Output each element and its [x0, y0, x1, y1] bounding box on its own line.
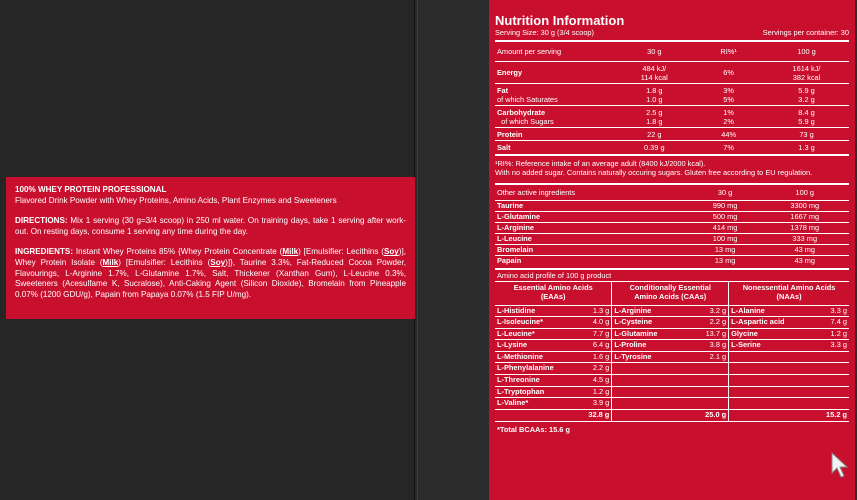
ingredient-value: 13 mg — [690, 244, 761, 255]
amino-acid-value: 3.8 g — [700, 340, 728, 352]
amino-row — [495, 340, 849, 352]
amino-acid-value: 1.3 g — [584, 305, 612, 317]
ingredient-value: 414 mg — [690, 222, 761, 233]
amino-acid-name: L-Aspartic acid — [729, 317, 818, 329]
ingredient-name: L-Glutamine — [495, 211, 690, 222]
nutrition-row-salt — [495, 140, 849, 153]
product-title: 100% WHEY PROTEIN PROFESSIONAL — [15, 185, 167, 194]
allergen: Milk — [282, 247, 299, 257]
ingredient-value: 500 mg — [690, 211, 761, 222]
scroll-arrow-icon[interactable] — [829, 451, 851, 479]
amino-acid-table — [495, 282, 849, 422]
nutrition-title: Nutrition Information — [495, 13, 625, 28]
nutrient-value: 484 kJ/ 114 kcal — [615, 61, 693, 83]
ingredient-value: 333 mg — [760, 233, 849, 244]
caa-total: 25.0 g — [700, 409, 728, 421]
nutrient-value: 2.5 g 1.8 g — [615, 105, 693, 127]
amino-acid-value: 13.7 g — [700, 328, 728, 340]
ingredient-value: 1378 mg — [760, 222, 849, 233]
amino-acid-name: Glycine — [729, 328, 818, 340]
ingredients-text: ) [Emulsifier: Lecithins ( — [298, 247, 384, 257]
other-active-table — [495, 185, 849, 266]
ingredients-text: )]}, Taurine 3.3%, Fat-Reduced Cocoa Powder, Flavourings, L-Arginine 1.7%, L-Glutamine 1.7%, Salt, Thickener (Xanthan Gum), L-Leucine 0.3%, Sweeteners (Acesulfame K, Sucralose), Anti-Caking Agent (Silicon Dioxide), Bromelain from Pineapple 0.07% (1200 GDU/g), Papain from Papaya 0.07% (1.5 FIP U/mg). — [15, 257, 406, 299]
amino-acid-value: 3.2 g — [700, 305, 728, 317]
amino-acid-value — [817, 363, 849, 375]
amino-acid-value — [700, 398, 728, 410]
serving-size: Serving Size: 30 g (3/4 scoop) — [495, 28, 595, 37]
amino-acid-value — [817, 351, 849, 363]
ri-note: ¹RI%: Reference intake of an average adult (8400 kJ/2000 kcal). — [495, 159, 706, 168]
nutrient-subname: of which Sugars — [497, 116, 554, 126]
amino-acid-value: 1.2 g — [817, 328, 849, 340]
nutrient-name: Carbohydrate — [497, 107, 546, 117]
ingredients — [15, 247, 406, 300]
ingredients-label: INGREDIENTS: — [15, 247, 74, 257]
amino-acid-value — [817, 375, 849, 387]
nutrient-subname: of which Saturates — [497, 94, 558, 104]
amino-acid-name: L-Phenylalanine — [495, 363, 584, 375]
amino-acid-name — [612, 398, 701, 410]
ingredient-name: Bromelain — [495, 244, 690, 255]
ingredient-value: 1667 mg — [760, 211, 849, 222]
amino-acid-value — [700, 375, 728, 387]
directions-label: DIRECTIONS: — [15, 216, 68, 226]
amino-acid-value: 2.1 g — [700, 351, 728, 363]
nutrition-label — [489, 0, 855, 500]
amino-totals-row — [495, 409, 849, 421]
nutrient-name: Salt — [497, 142, 511, 152]
product-subtitle: Flavored Drink Powder with Whey Proteins, Amino Acids, Plant Enzymes and Sweeteners — [15, 195, 337, 205]
nutrient-value: 5.9 g 3.2 g — [764, 83, 849, 105]
amino-acid-name: L-Threonine — [495, 375, 584, 387]
amino-acid-name: L-Tyrosine — [612, 351, 701, 363]
amino-acid-value: 7.7 g — [584, 328, 612, 340]
eaa-total: 32.8 g — [584, 409, 612, 421]
nutrition-header-row — [495, 42, 849, 61]
amino-acid-name — [612, 363, 701, 375]
amino-acid-value: 6.4 g — [584, 340, 612, 352]
header-cell: Amount per serving — [495, 42, 615, 61]
amino-acid-name: L-Glutamine — [612, 328, 701, 340]
other-active-row — [495, 255, 849, 266]
amino-acid-value: 1.6 g — [584, 351, 612, 363]
amino-acid-name: L-Leucine* — [495, 328, 584, 340]
amino-acid-name: L-Lysine — [495, 340, 584, 352]
eaa-header: Essential Amino Acids (EAAs) — [495, 282, 612, 305]
amino-row — [495, 305, 849, 317]
other-active-row — [495, 233, 849, 244]
amino-acid-value: 3.3 g — [817, 340, 849, 352]
nutrient-ri: 6% — [693, 61, 764, 83]
amino-acid-value: 2.2 g — [584, 363, 612, 375]
amino-acid-name: L-Isoleucine* — [495, 317, 584, 329]
ingredient-value: 13 mg — [714, 255, 736, 265]
ingredient-value: 43 mg — [794, 255, 816, 265]
ingredient-value: 990 mg — [690, 200, 761, 211]
amino-acid-name: L-Methionine — [495, 351, 584, 363]
naa-header: Nonessential Amino Acids (NAAs) — [729, 282, 849, 305]
directions-text: Mix 1 serving (30 g=3/4 scoop) in 250 ml water. On training days, take 1 serving after work-out. On resting days, consume 1 serving any time during the day. — [15, 216, 407, 236]
other-active-row — [495, 222, 849, 233]
nutrient-ri: 7% — [723, 142, 734, 152]
amino-acid-value: 4.0 g — [584, 317, 612, 329]
nutrient-name: Protein — [495, 127, 615, 140]
header-cell: 30 g — [690, 185, 761, 200]
nutrient-value: 0.39 g — [644, 142, 665, 152]
ingredient-name: L-Leucine — [495, 233, 690, 244]
header-cell: 100 g — [760, 185, 849, 200]
amino-acid-value: 3.9 g — [584, 398, 612, 410]
header-cell: Other active ingredients — [495, 185, 690, 200]
amino-acid-name: L-Arginine — [612, 305, 701, 317]
other-active-row — [495, 244, 849, 255]
amino-acid-name: L-Histidine — [495, 305, 584, 317]
amino-acid-name — [612, 386, 701, 398]
header-cell: 30 g — [615, 42, 693, 61]
amino-row — [495, 351, 849, 363]
directions — [15, 216, 406, 237]
amino-acid-value — [817, 386, 849, 398]
nutrient-value: 22 g — [615, 127, 693, 140]
ingredient-name: Taurine — [495, 200, 690, 211]
bcaa-total: *Total BCAAs: 15.6 g — [497, 424, 570, 434]
nutrient-ri: 1% 2% — [693, 105, 764, 127]
amino-acid-value — [817, 398, 849, 410]
amino-acid-name — [729, 363, 818, 375]
left-pane — [0, 0, 415, 500]
amino-acid-value: 3.3 g — [817, 305, 849, 317]
amino-row — [495, 328, 849, 340]
ingredient-name: L-Arginine — [495, 222, 690, 233]
amino-acid-value — [700, 386, 728, 398]
nutrition-table — [495, 42, 849, 153]
amino-acid-name — [729, 375, 818, 387]
amino-acid-name — [729, 386, 818, 398]
other-active-row — [495, 211, 849, 222]
nutrient-name: Fat — [497, 85, 509, 95]
amino-acid-name: L-Tryptophan — [495, 386, 584, 398]
amino-acid-name: L-Proline — [612, 340, 701, 352]
ingredients-text: Instant Whey Proteins 85% {Whey Protein Concentrate ( — [73, 247, 283, 257]
amino-acid-name — [729, 398, 818, 410]
ingredient-name: Papain — [497, 255, 522, 265]
amino-row — [495, 363, 849, 375]
amino-acid-name: L-Serine — [729, 340, 818, 352]
nutrient-name: Energy — [495, 61, 615, 83]
ingredient-value: 3300 mg — [760, 200, 849, 211]
nutrient-value: 1.8 g 1.0 g — [615, 83, 693, 105]
allergen: Soy — [383, 247, 399, 257]
ingredient-value: 43 mg — [760, 244, 849, 255]
amino-row — [495, 398, 849, 410]
other-active-header-row — [495, 185, 849, 200]
amino-acid-value — [700, 363, 728, 375]
nutrition-row-carbohydrate — [495, 105, 849, 127]
nutrient-value: 8.4 g 5.9 g — [764, 105, 849, 127]
amino-header-row — [495, 282, 849, 305]
allergen: Soy — [210, 257, 226, 267]
nutrient-value: 73 g — [764, 127, 849, 140]
nutrient-ri: 44% — [693, 127, 764, 140]
header-cell: RI%¹ — [693, 42, 764, 61]
amino-acid-name: L-Cysteine — [612, 317, 701, 329]
ingredients-text: ) [Emulsifier: Lecithins ( — [118, 257, 211, 267]
amino-title: Amino acid profile of 100 g product — [497, 271, 612, 280]
nutrition-notes — [495, 159, 849, 177]
amino-acid-name: L-Alanine — [729, 305, 818, 317]
ingredients-text: )], Whey Protein Isolate ( — [15, 247, 406, 267]
naa-total: 15.2 g — [817, 409, 849, 421]
allergen: Milk — [102, 257, 119, 267]
amino-acid-name: L-Valine* — [495, 398, 584, 410]
product-label — [6, 177, 415, 319]
amino-acid-value: 2.2 g — [700, 317, 728, 329]
nutrition-row-fat — [495, 83, 849, 105]
amino-row — [495, 386, 849, 398]
nutrient-value: 1614 kJ/ 382 kcal — [764, 61, 849, 83]
header-cell: 100 g — [764, 42, 849, 61]
ingredient-value: 100 mg — [690, 233, 761, 244]
amino-acid-name — [612, 375, 701, 387]
amino-acid-name — [729, 351, 818, 363]
amino-acid-value: 1.2 g — [584, 386, 612, 398]
amino-row — [495, 317, 849, 329]
amino-row — [495, 375, 849, 387]
sugar-note: With no added sugar. Contains naturally occuring sugars. Gluten free according to EU regulation. — [495, 168, 813, 177]
amino-acid-value: 4.5 g — [584, 375, 612, 387]
nutrition-row-protein — [495, 127, 849, 140]
caa-header: Conditionally Essential Amino Acids (CAAs) — [612, 282, 729, 305]
nutrient-ri: 3% 5% — [693, 83, 764, 105]
servings-per-container: Servings per container: 30 — [762, 28, 849, 37]
amino-acid-value: 7.4 g — [817, 317, 849, 329]
nutrition-row-energy — [495, 61, 849, 83]
nutrient-value: 1.3 g — [798, 142, 815, 152]
other-active-row — [495, 200, 849, 211]
